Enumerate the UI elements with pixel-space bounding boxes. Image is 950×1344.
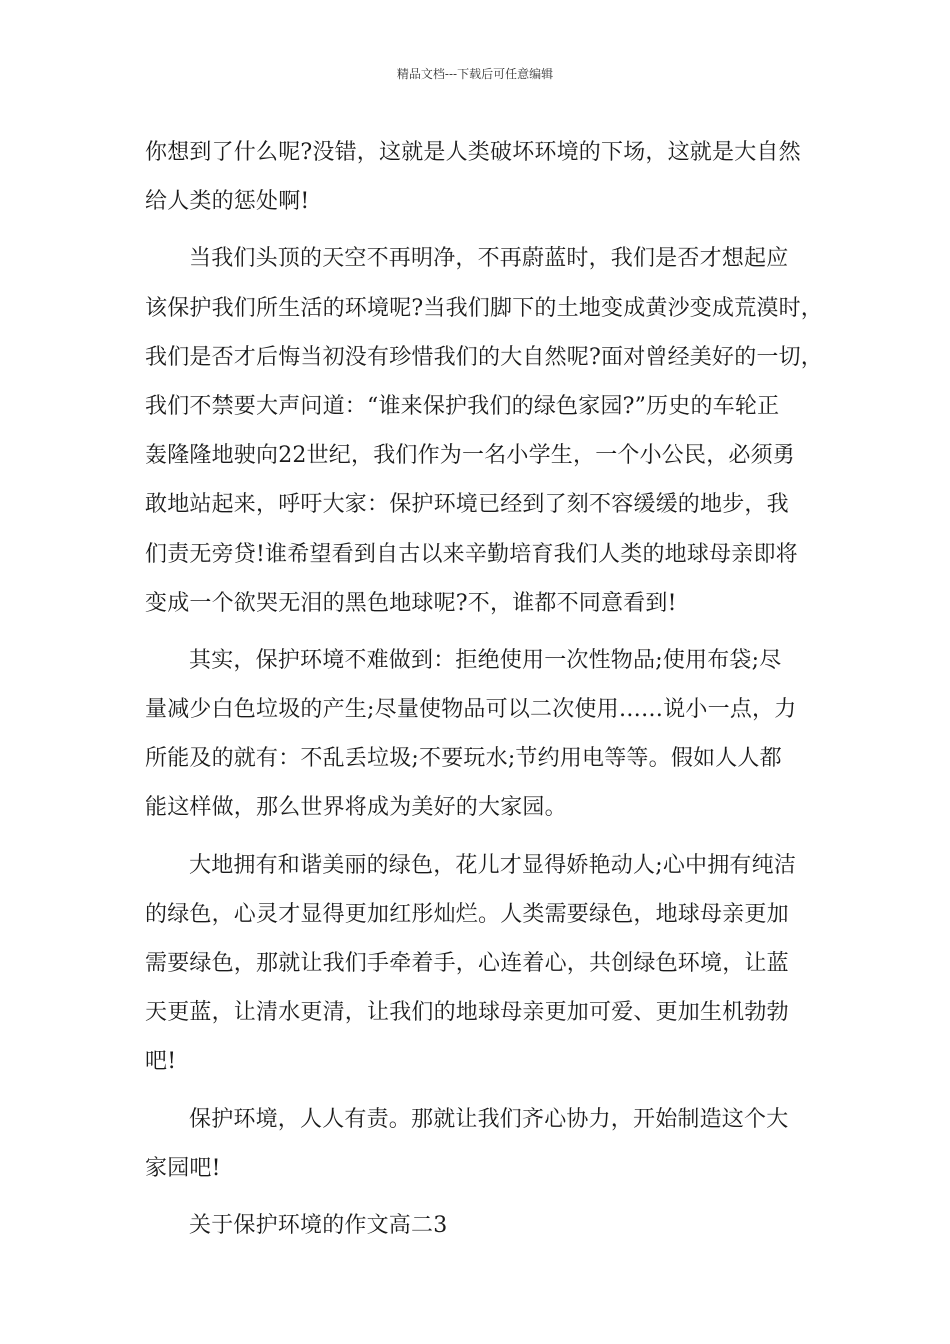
document-body (145, 128, 823, 1250)
text-line: 该保护我们所生活的环境呢?当我们脚下的土地变成黄沙变成荒漠时， (145, 295, 823, 321)
text-line: 大地拥有和谐美丽的绿色，花儿才显得娇艳动人;心中拥有纯洁 (189, 852, 797, 878)
text-line: 需要绿色，那就让我们手牵着手，心连着心，共创绿色环境，让蓝 (145, 951, 789, 976)
text-line: 的绿色，心灵才显得更加红彤灿烂。人类需要绿色，地球母亲更加 (145, 901, 789, 927)
text-line: 变成一个欲哭无泪的黑色地球呢?不，谁都不同意看到! (145, 590, 677, 616)
text-line: 其实，保护环境不难做到：拒绝使用一次性物品;使用布袋;尽 (189, 647, 782, 673)
text-line: 我们是否才后悔当初没有珍惜我们的大自然呢?面对曾经美好的一切， (145, 344, 823, 370)
text-line: 我们不禁要大声问道：“谁来保护我们的绿色家园?”历史的车轮正 (145, 393, 780, 419)
paragraph-5 (145, 1095, 810, 1193)
text-line: 量减少白色垃圾的产生;尽量使物品可以二次使用……说小一点，力 (145, 697, 797, 723)
text-line: 家园吧! (145, 1155, 221, 1181)
text-line: 敢地站起来，呼吁大家：保护环境已经到了刻不容缓缓的地步，我 (145, 492, 789, 518)
paragraph-2 (145, 234, 823, 628)
text-line: 给人类的惩处啊! (145, 189, 310, 215)
text-line: 保护环境，人人有责。那就让我们齐心协力，开始制造这个大 (189, 1106, 789, 1132)
paragraph-4 (145, 841, 810, 1087)
text-line: 能这样做，那么世界将成为美好的大家园。 (145, 795, 567, 821)
text-line: 轰隆隆地驶向22世纪，我们作为一名小学生，一个小公民，必须勇 (145, 443, 795, 469)
heading-text: 关于保护环境的作文高二3 (189, 1212, 448, 1238)
text-line: 当我们头顶的天空不再明净，不再蔚蓝时，我们是否才想起应 (189, 246, 789, 272)
text-line: 们责无旁贷!谁希望看到自古以来辛勤培育我们人类的地球母亲即将 (145, 541, 798, 567)
paragraph-3 (145, 636, 810, 833)
paragraph-1 (145, 128, 810, 226)
page-header: 精品文档---下载后可任意编辑 (396, 67, 554, 81)
section-heading (145, 1201, 810, 1250)
text-line: 所能及的就有：不乱丢垃圾;不要玩水;节约用电等等。假如人人都 (145, 746, 782, 772)
text-line: 天更蓝，让清水更清，让我们的地球母亲更加可爱、更加生机勃勃 (145, 1000, 789, 1026)
text-line: 你想到了什么呢?没错，这就是人类破坏环境的下场，这就是大自然 (145, 140, 801, 165)
text-line: 吧! (145, 1049, 177, 1075)
